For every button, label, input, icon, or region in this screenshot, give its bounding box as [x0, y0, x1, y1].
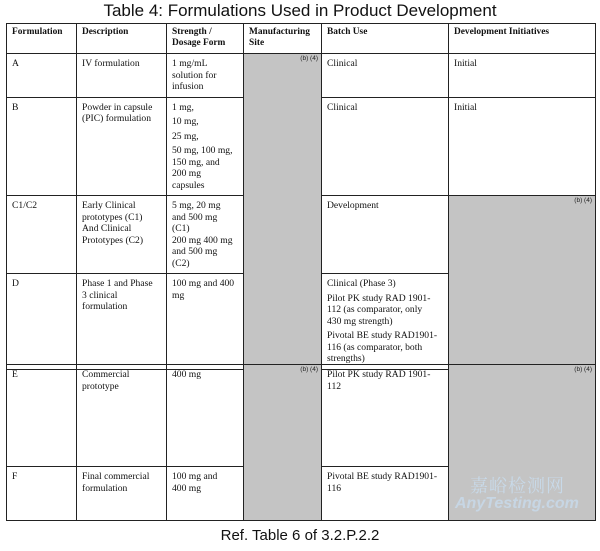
- cell-text: 116 (as comparator, both: [327, 341, 423, 353]
- redacted-manufacturing-site: [244, 54, 322, 370]
- cell-text: formulation: [82, 482, 128, 494]
- cell-text: 10 mg,: [172, 116, 199, 127]
- cell-strength: [167, 274, 244, 370]
- cell-text: formulation: [82, 301, 128, 312]
- cell-development: Initial: [449, 54, 596, 98]
- cell-text: 1 mg/mL: [172, 58, 208, 69]
- watermark-chinese: 嘉峪检测网: [470, 476, 565, 497]
- cell-batch-use: [322, 97, 449, 196]
- cell-text: 116: [327, 482, 342, 494]
- cell-text: Phase 1 and Phase: [82, 278, 153, 289]
- cell-batch-use: [322, 274, 449, 370]
- cell-formulation: D: [7, 274, 77, 370]
- cell-text: 25 mg,: [172, 130, 199, 142]
- redaction-label: (b) (4): [300, 55, 318, 62]
- cell-batch-use: [322, 54, 449, 98]
- cell-strength: [167, 97, 244, 196]
- cell-strength: [167, 365, 244, 467]
- header-description: Description: [77, 24, 167, 54]
- cell-text: Clinical: [327, 101, 358, 113]
- cell-text: Early Clinical: [82, 200, 136, 211]
- cell-description: [77, 365, 167, 467]
- redacted-manufacturing-site: [244, 365, 322, 521]
- cell-text: mg: [172, 289, 185, 301]
- cell-text: 200 mg: [172, 168, 202, 179]
- table-row: [7, 54, 596, 98]
- cell-text: strengths): [327, 353, 365, 364]
- cell-text: 400 mg: [172, 369, 202, 380]
- cell-text: Pilot PK study RAD 1901-: [327, 369, 431, 380]
- cell-text: Development: [327, 200, 379, 211]
- cell-text: Pivotal BE study RAD1901-: [327, 330, 438, 341]
- cell-text: 50 mg, 100 mg,: [172, 145, 233, 156]
- cell-text: and 500 mg: [172, 211, 218, 223]
- table-header-row: [7, 24, 596, 54]
- cell-text: (C2): [172, 257, 190, 269]
- cell-text: prototypes (C1): [82, 211, 143, 223]
- cell-text: IV formulation: [82, 58, 140, 69]
- cell-text: (C1): [172, 223, 190, 234]
- cell-text: 200 mg 400 mg: [172, 234, 233, 246]
- cell-text: (PIC) formulation: [82, 113, 152, 124]
- cell-text: 400 mg: [172, 482, 202, 494]
- cell-formulation: F: [7, 467, 77, 521]
- cell-text: prototype: [82, 380, 119, 392]
- cell-text: Final commercial: [82, 471, 150, 482]
- header-strength: Strength / Dosage Form: [167, 24, 244, 54]
- cell-text: Pivotal BE study RAD1901-: [327, 471, 438, 482]
- cell-text: 3 clinical: [82, 289, 118, 301]
- cell-strength: [167, 196, 244, 274]
- cell-strength: [167, 467, 244, 521]
- cell-formulation: E: [7, 365, 77, 467]
- cell-description: [77, 467, 167, 521]
- cell-text: 430 mg strength): [327, 315, 393, 327]
- redaction-label: (b) (4): [574, 366, 592, 373]
- cell-formulation: A: [7, 54, 77, 98]
- cell-batch-use: [322, 365, 449, 467]
- cell-text: solution for: [172, 69, 217, 81]
- formulations-table-part-1: [6, 23, 596, 370]
- table-title: Table 4: Formulations Used in Product Development: [103, 1, 497, 20]
- cell-description: [77, 196, 167, 274]
- header-formulation: Formulation: [7, 24, 77, 54]
- cell-text: 100 mg and: [172, 471, 218, 482]
- table-row: [7, 365, 596, 467]
- cell-text: Clinical: [327, 58, 358, 69]
- cell-text: 112: [327, 380, 342, 392]
- cell-text: Commercial: [82, 369, 130, 380]
- redaction-label: (b) (4): [300, 366, 318, 373]
- header-development-initiatives: Development Initiatives: [449, 24, 596, 54]
- cell-description: [77, 274, 167, 370]
- cell-batch-use: [322, 467, 449, 521]
- cell-text: 100 mg and 400: [172, 278, 235, 289]
- cell-text: 112 (as comparator, only: [327, 304, 423, 315]
- cell-text: Pilot PK study RAD 1901-: [327, 292, 431, 304]
- redaction-label: (b) (4): [574, 197, 592, 204]
- cell-description: [77, 54, 167, 98]
- cell-batch-use: [322, 196, 449, 274]
- cell-formulation: C1/C2: [7, 196, 77, 274]
- cell-description: [77, 97, 167, 196]
- cell-text: 150 mg, and: [172, 156, 220, 168]
- cell-text: 1 mg,: [172, 101, 194, 113]
- header-batch-use: Batch Use: [322, 24, 449, 54]
- cell-strength: [167, 54, 244, 98]
- cell-text: And Clinical: [82, 223, 132, 234]
- cell-text: 5 mg, 20 mg: [172, 200, 221, 211]
- cell-text: Prototypes (C2): [82, 234, 144, 246]
- cell-text: Powder in capsule: [82, 101, 153, 113]
- watermark-anytesting: AnyTesting.com: [455, 495, 579, 512]
- cell-text: and 500 mg: [172, 246, 218, 257]
- redacted-development-initiatives: [449, 196, 596, 370]
- cell-development: Initial: [449, 97, 596, 196]
- header-manufacturing-site: Manufacturing Site: [244, 24, 322, 54]
- cell-text: capsules: [172, 179, 205, 191]
- cell-text: infusion: [172, 81, 204, 92]
- table-reference-caption: Ref. Table 6 of 3.2.P.2.2: [220, 527, 380, 544]
- cell-formulation: B: [7, 97, 77, 196]
- cell-text: Clinical (Phase 3): [327, 278, 396, 289]
